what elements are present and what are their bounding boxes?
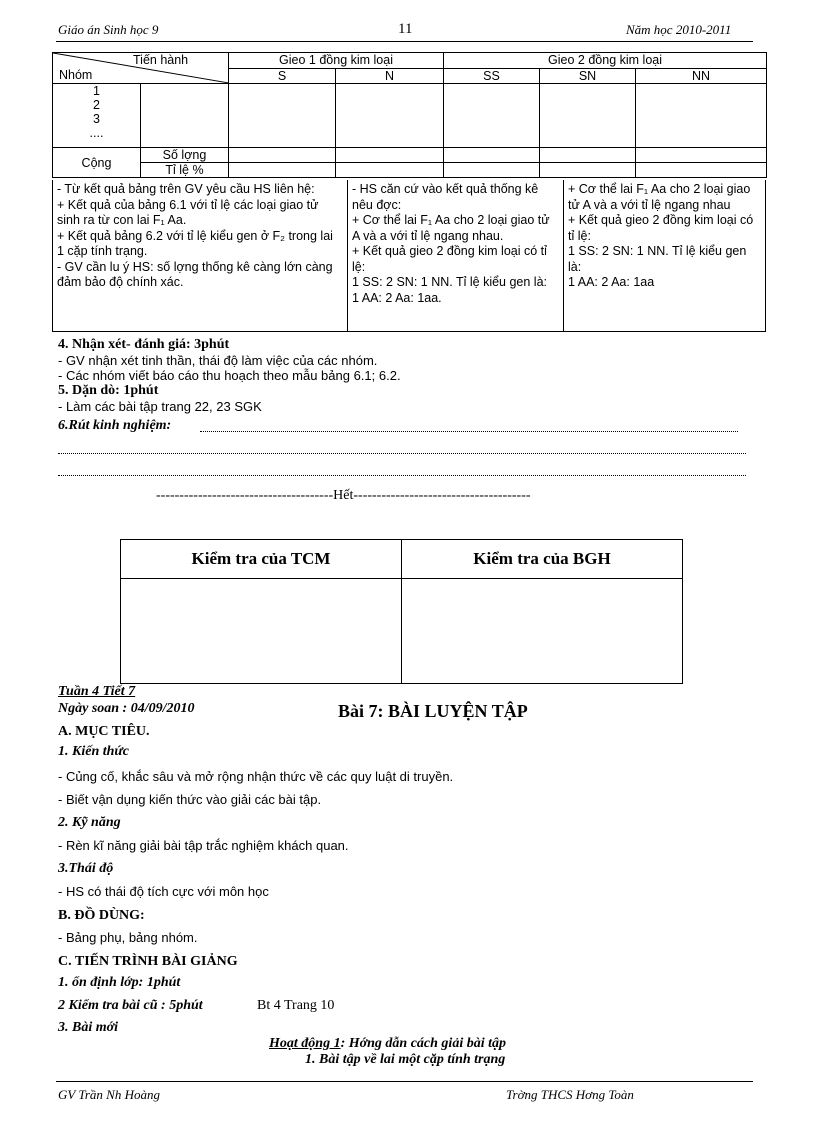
empty-cell xyxy=(336,163,444,178)
col-ss: SS xyxy=(444,69,540,84)
activity1-heading xyxy=(269,1036,506,1052)
review-bgh: Kiểm tra của BGH xyxy=(402,540,683,579)
section5-title: 5. Dặn dò: 1phút xyxy=(58,383,159,398)
activity1-label: Hoạt động 1 xyxy=(269,1036,341,1051)
activity1-text: : Hớng dẫn cách giải bài tập xyxy=(340,1036,506,1051)
ratio-label: Tỉ lệ % xyxy=(141,163,229,178)
count-label: Số lợng xyxy=(141,148,229,163)
review-bgh-box xyxy=(402,579,683,684)
skills-line: - Rèn kĩ năng giải bài tập trắc nghiệm khách quan. xyxy=(58,838,349,853)
empty-cell xyxy=(636,163,767,178)
diagonal-header-cell xyxy=(53,53,229,84)
student-line: + Kết quả gieo 2 đồng kim loại có tỉ lệ: xyxy=(352,244,547,274)
lesson-title xyxy=(338,701,528,722)
dotted-line xyxy=(58,475,746,476)
step-3: 3. Bài mới xyxy=(58,1020,119,1035)
empty-cell xyxy=(229,148,336,163)
empty-cell xyxy=(540,148,636,163)
empty-cell xyxy=(141,84,229,148)
total-label: Cộng xyxy=(53,148,141,178)
results-table xyxy=(52,52,767,178)
group-more: .... xyxy=(89,126,104,140)
empty-cell xyxy=(636,84,767,148)
knowledge-line: - Biết vận dụng kiến thức vào giải các bài tập. xyxy=(58,792,322,807)
knowledge-line: - Củng cố, khắc sâu và mở rộng nhận thức về các quy luật di truyền. xyxy=(58,769,454,784)
content-line: 1 AA: 2 Aa: 1aa xyxy=(568,275,655,289)
sub-skills: 2. Kỹ năng xyxy=(58,815,121,830)
col-s: S xyxy=(229,69,336,84)
content-line: 1 SS: 2 SN: 1 NN. Tỉ lệ kiểu gen là: xyxy=(568,244,747,274)
group-list-cell xyxy=(53,84,141,148)
section4-line: - Các nhóm viết báo cáo thu hoạch theo mẫu bảng 6.1; 6.2. xyxy=(58,368,401,383)
empty-cell xyxy=(229,84,336,148)
header-subject: Giáo án Sinh học 9 xyxy=(58,22,159,37)
header-school-year: Năm học 2010-2011 xyxy=(626,22,732,37)
empty-cell xyxy=(444,163,540,178)
activity-divider xyxy=(347,180,348,332)
group1-header: Gieo 1 đồng kim loại xyxy=(229,53,444,69)
lesson-title-text: BÀI LUYỆN TẬP xyxy=(388,701,528,721)
lesson-title-prefix: Bài 7: xyxy=(338,701,384,721)
student-line: + Cơ thể lai F₁ Aa cho 2 loại giao tử A và a với tỉ lệ ngang nhau. xyxy=(352,213,550,243)
dotted-line xyxy=(200,431,738,432)
teacher-line: - GV cần lu ý HS: số lợng thống kê càng lớn càng đảm bảo độ chính xác. xyxy=(57,259,333,289)
teacher-line: + Kết quả của bảng 6.1 với tỉ lệ các loại giao tử sinh ra từ con lai F₁ Aa. xyxy=(57,197,319,227)
section-b: B. ĐỒ DÙNG: xyxy=(58,908,145,923)
empty-cell xyxy=(229,163,336,178)
content-activity xyxy=(568,182,762,291)
attitude-line: - HS có thái độ tích cực với môn học xyxy=(58,884,269,899)
step-1: 1. ổn định lớp: 1phút xyxy=(58,975,181,990)
section4-line: - GV nhận xét tinh thần, thái độ làm việc của các nhóm. xyxy=(58,353,378,368)
empty-cell xyxy=(444,84,540,148)
group-1: 1 xyxy=(93,84,100,98)
review-tcm: Kiểm tra của TCM xyxy=(121,540,402,579)
section5-line: - Làm các bài tập trang 22, 23 SGK xyxy=(58,399,262,414)
col-nn: NN xyxy=(636,69,767,84)
review-tcm-box xyxy=(121,579,402,684)
teacher-line: - Từ kết quả bảng trên GV yêu cầu HS liên hệ: xyxy=(57,182,315,196)
empty-cell xyxy=(444,148,540,163)
teacher-activity xyxy=(57,182,341,291)
empty-cell xyxy=(336,84,444,148)
empty-cell xyxy=(636,148,767,163)
group2-header: Gieo 2 đồng kim loại xyxy=(444,53,767,69)
student-line: - HS căn cứ vào kết quả thống kê nêu đợc: xyxy=(352,182,539,212)
footer-teacher: GV Trần Nh Hoàng xyxy=(58,1087,160,1102)
group-2: 2 xyxy=(93,98,100,112)
activity1-sub: 1. Bài tập về lai một cặp tính trạng xyxy=(305,1052,506,1067)
section4-title: 4. Nhận xét- đánh giá: 3phút xyxy=(58,337,230,352)
end-line: --------------------------------------Hết-------------------------------------- xyxy=(156,488,531,503)
empty-cell xyxy=(336,148,444,163)
empty-cell xyxy=(540,84,636,148)
sub-attitude: 3.Thái độ xyxy=(58,861,114,876)
dotted-line xyxy=(58,453,746,454)
student-line: 1 SS: 2 SN: 1 NN. Tỉ lệ kiểu gen là: xyxy=(352,275,548,289)
equipment-line: - Bảng phụ, bảng nhóm. xyxy=(58,930,198,945)
group-3: 3 xyxy=(93,112,100,126)
content-line: + Cơ thể lai F₁ Aa cho 2 loại giao tử A và a với tỉ lệ ngang nhau xyxy=(568,182,751,212)
activity-divider xyxy=(563,180,564,332)
step-2: 2 Kiểm tra bài cũ : 5phút xyxy=(58,998,203,1013)
section-a: A. MỤC TIÊU. xyxy=(58,724,150,739)
page-number: 11 xyxy=(398,21,413,37)
sub-knowledge: 1. Kiến thức xyxy=(58,744,130,759)
activity-box xyxy=(52,180,766,332)
section-c: C. TIẾN TRÌNH BÀI GIẢNG xyxy=(58,954,238,969)
content-line: + Kết quả gieo 2 đồng kim loại có tỉ lệ: xyxy=(568,213,754,243)
empty-cell xyxy=(540,163,636,178)
diag-bottom-label: Nhóm xyxy=(59,68,93,82)
review-table xyxy=(120,539,683,684)
student-line: 1 AA: 2 Aa: 1aa. xyxy=(352,290,442,305)
col-n: N xyxy=(336,69,444,84)
col-sn: SN xyxy=(540,69,636,84)
footer-rule xyxy=(56,1081,753,1082)
section6-title: 6.Rút kinh nghiệm: xyxy=(58,418,172,433)
header-rule xyxy=(56,41,753,42)
footer-school: Trờng THCS Hơng Toàn xyxy=(506,1087,634,1102)
step-2-extra: Bt 4 Trang 10 xyxy=(257,998,335,1013)
week-label: Tuần 4 Tiết 7 xyxy=(58,684,136,699)
teacher-line: + Kết quả bảng 6.2 với tỉ lệ kiểu gen ở F₂ trong lai 1 cặp tính trạng. xyxy=(57,228,333,258)
diag-top-label: Tiến hành xyxy=(133,53,189,67)
student-activity xyxy=(352,182,558,306)
date-label: Ngày soan : 04/09/2010 xyxy=(58,701,195,716)
